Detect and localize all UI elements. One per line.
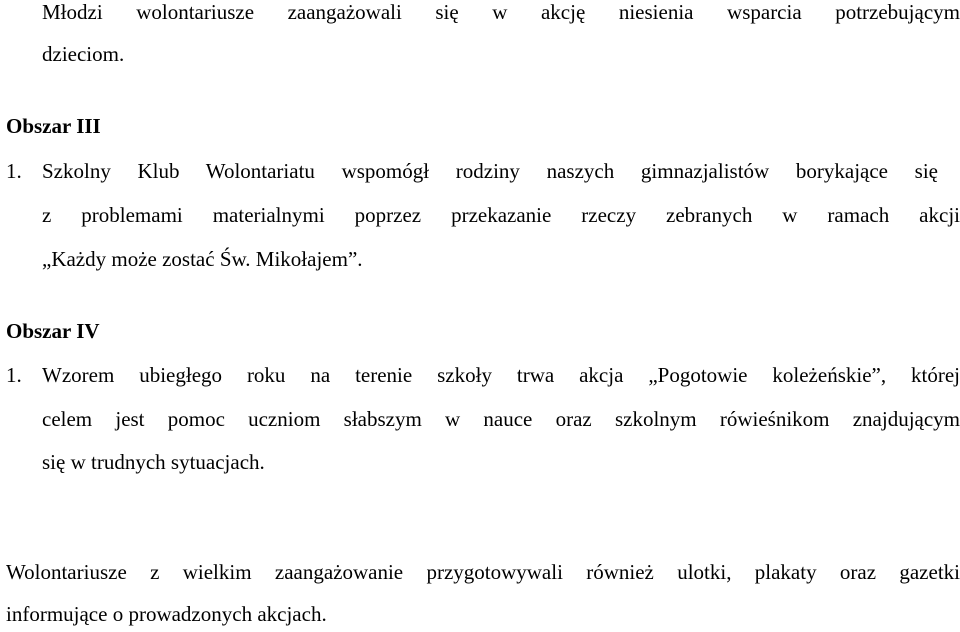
section-4-item-1-line-3: się w trudnych sytuacjach. (42, 450, 265, 474)
item-text: Wzorem ubiegłego roku na terenie szkoły trwa akcja „Pogotowie koleżeńskie”, której (42, 363, 960, 387)
item-text: Szkolny Klub Wolontariatu wspomógł rodziny naszych gimnazjalistów borykające się (42, 159, 938, 183)
section-4-item-1-line-2: celem jest pomoc uczniom słabszym w nauce oraz szkolnym rówieśnikom znajdującym (42, 407, 960, 431)
section-3-item-1-first-line (6, 155, 960, 187)
section-4-item-1-first-line (6, 359, 960, 391)
section-heading-obszar-iv: Obszar IV (6, 319, 100, 343)
list-number: 1. (6, 363, 22, 387)
section-3-item-1-line-3: „Każdy może zostać Św. Mikołajem”. (42, 247, 363, 271)
section-3-item-1-line-2: z problemami materialnymi poprzez przekazanie rzeczy zebranych w ramach akcji (42, 203, 960, 227)
intro-line-2: dzieciom. (42, 42, 125, 66)
closing-line-2: informujące o prowadzonych akcjach. (6, 602, 327, 626)
list-number: 1. (6, 159, 22, 183)
closing-line-1: Wolontariusze z wielkim zaangażowanie przygotowywali również ulotki, plakaty oraz gazetki (6, 560, 960, 584)
intro-line-1: Młodzi wolontariusze zaangażowali się w akcję niesienia wsparcia potrzebującym (42, 0, 960, 24)
section-heading-obszar-iii: Obszar III (6, 114, 101, 138)
